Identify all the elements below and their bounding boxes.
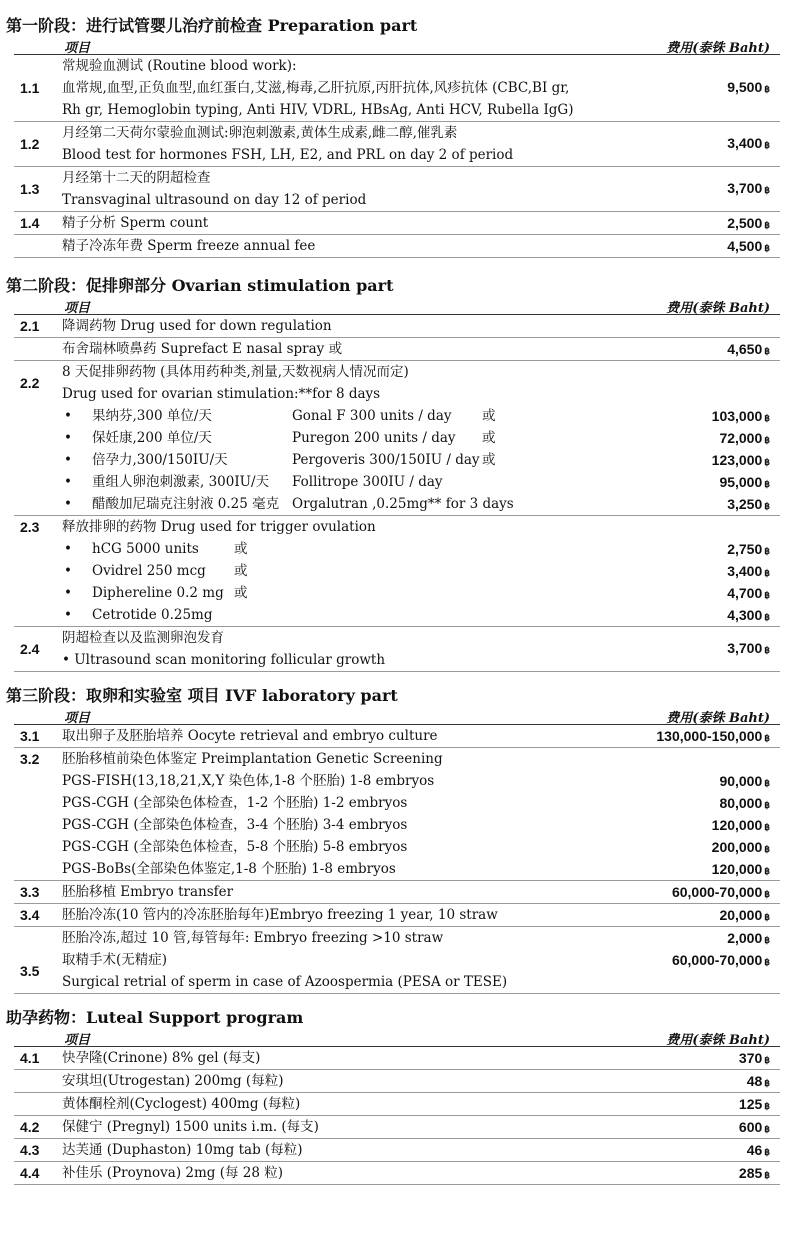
item-number: 1.3 xyxy=(20,181,40,197)
table-row xyxy=(14,627,780,672)
price-value xyxy=(712,858,770,882)
item-description xyxy=(14,315,780,337)
price-value xyxy=(727,637,770,661)
drug-name-chinese: 保妊康,200 单位/天 xyxy=(92,430,212,446)
item-description xyxy=(14,927,780,949)
price-value xyxy=(672,949,770,973)
price-value xyxy=(727,560,770,584)
bullet-icon: • xyxy=(64,408,72,424)
bullet-icon: • xyxy=(64,563,72,579)
price-amount: 2,750 xyxy=(727,541,763,557)
drug-name-english: hCG 5000 units xyxy=(92,541,199,557)
item-description xyxy=(14,770,780,792)
bullet-list-item xyxy=(14,560,780,582)
item-description xyxy=(14,836,780,858)
table-header xyxy=(14,1028,780,1047)
price-value xyxy=(727,132,770,156)
description-line: 月经第二天荷尔蒙验血测试:卵泡刺激素,黄体生成素,雌二醇,催乳素 xyxy=(62,125,458,141)
table-row xyxy=(14,315,780,338)
price-value xyxy=(727,582,770,606)
price-amount: 130,000-150,000 xyxy=(656,728,763,744)
description-line: 取出卵子及胚胎培养 Oocyte retrieval and embryo culture xyxy=(62,728,438,744)
bullet-icon: • xyxy=(64,474,72,490)
price-value xyxy=(656,725,770,749)
bullet-list-item xyxy=(14,449,780,471)
drug-name-english: Orgalutran ,0.25mg** for 3 days xyxy=(292,496,514,512)
item-description xyxy=(14,1093,780,1115)
description-line: 常规验血测试 (Routine blood work): xyxy=(62,58,297,74)
price-value xyxy=(727,338,770,362)
table-row xyxy=(14,881,780,904)
item-description xyxy=(14,792,780,814)
item-description xyxy=(14,858,780,880)
baht-symbol: ฿ xyxy=(764,1055,770,1065)
description-line: 释放排卵的药物 Drug used for trigger ovulation xyxy=(62,519,376,535)
drug-name-english: Pergoveris 300/150IU / day xyxy=(292,452,480,468)
baht-symbol: ฿ xyxy=(764,612,770,622)
description-line: 黄体酮栓剂(Cyclogest) 400mg (每粒) xyxy=(62,1096,301,1112)
baht-symbol: ฿ xyxy=(764,866,770,876)
description-line: Rh gr, Hemoglobin typing, Anti HIV, VDRL, HBsAg, Anti HCV, Rubella IgG) xyxy=(62,102,574,118)
price-amount: 370 xyxy=(738,1050,763,1066)
baht-symbol: ฿ xyxy=(764,185,770,195)
bullet-list-item xyxy=(14,493,780,516)
description-line: 胚胎冷冻,超过 10 管,每管每年: Embryo freezing >10 straw xyxy=(62,930,444,946)
bullet-list-item xyxy=(14,604,780,627)
or-label: 或 xyxy=(482,452,496,468)
description-line: PGS-CGH (全部染色体检查，5-8 个胚胎) 5-8 embryos xyxy=(62,839,408,855)
section-ovarian-stimulation xyxy=(0,276,802,672)
table-row xyxy=(14,1116,780,1139)
baht-symbol: ฿ xyxy=(764,935,770,945)
price-amount: 3,400 xyxy=(727,135,763,151)
baht-symbol: ฿ xyxy=(764,1078,770,1088)
item-description xyxy=(14,1047,780,1069)
drug-name-english: Puregon 200 units / day xyxy=(292,430,456,446)
item-description xyxy=(14,405,780,427)
item-description xyxy=(14,427,780,449)
table-header xyxy=(14,36,780,55)
baht-symbol: ฿ xyxy=(764,435,770,445)
price-value xyxy=(727,538,770,562)
section-title: 第一阶段：进行试管婴儿治疗前检查 Preparation part xyxy=(6,16,418,35)
price-amount: 3,250 xyxy=(727,496,763,512)
item-description xyxy=(14,582,780,604)
price-amount: 4,300 xyxy=(727,607,763,623)
description-line: 月经第十二天的阴超检查 xyxy=(62,170,211,186)
price-amount: 80,000 xyxy=(719,795,763,811)
header-item-label: 项目 xyxy=(64,301,91,316)
description-line: 胚胎移植前染色体鉴定 Preimplantation Genetic Screening xyxy=(62,751,443,767)
price-amount: 9,500 xyxy=(727,79,763,95)
price-value xyxy=(739,1116,770,1140)
price-amount: 60,000-70,000 xyxy=(671,952,763,968)
drug-name-chinese: 果纳芬,300 单位/天 xyxy=(92,408,212,424)
price-value xyxy=(727,927,770,951)
baht-symbol: ฿ xyxy=(764,590,770,600)
item-description xyxy=(14,55,780,121)
table-row xyxy=(14,792,780,814)
item-description xyxy=(14,904,780,926)
item-description xyxy=(14,167,780,211)
item-description xyxy=(14,1070,780,1092)
description-line: PGS-FISH(13,18,21,X,Y 染色体,1-8 个胚胎) 1-8 embryos xyxy=(62,773,435,789)
header-fee-label: 费用(泰铢 Baht) xyxy=(666,41,770,56)
item-number: 1.1 xyxy=(20,80,40,96)
drug-name-chinese: 倍孕力,300/150IU/天 xyxy=(92,452,228,468)
price-value xyxy=(712,836,770,860)
baht-symbol: ฿ xyxy=(764,346,770,356)
description-line: 精子冷冻年费 Sperm freeze annual fee xyxy=(62,238,316,254)
table-header xyxy=(14,296,780,315)
price-amount: 3,700 xyxy=(727,640,763,656)
bullet-list-item xyxy=(14,582,780,604)
table-row xyxy=(14,1070,780,1093)
description-line: 血常规,血型,正负血型,血红蛋白,艾滋,梅毒,乙肝抗原,丙肝抗体,风疹抗体 (CBC,BI gr, xyxy=(62,80,570,96)
drug-name-chinese: 醋酸加尼瑞克注射液 0.25 毫克 xyxy=(92,496,280,512)
table-row xyxy=(14,1162,780,1185)
or-label: 或 xyxy=(482,408,496,424)
baht-symbol: ฿ xyxy=(764,457,770,467)
item-number: 2.1 xyxy=(20,318,40,334)
item-number: 1.2 xyxy=(20,136,40,152)
price-value xyxy=(719,770,770,794)
description-line: 快孕隆(Crinone) 8% gel (每支) xyxy=(62,1050,261,1066)
bullet-icon: • xyxy=(64,607,72,623)
bullet-list-item xyxy=(14,471,780,493)
baht-symbol: ฿ xyxy=(764,822,770,832)
description-line: Transvaginal ultrasound on day 12 of period xyxy=(62,192,367,208)
baht-symbol: ฿ xyxy=(764,645,770,655)
item-description xyxy=(14,235,780,257)
table-row xyxy=(14,338,780,361)
item-description xyxy=(14,560,780,582)
section-title: 第三阶段：取卵和实验室 项目 IVF laboratory part xyxy=(6,686,398,705)
table-row xyxy=(14,55,780,122)
price-value xyxy=(727,604,770,628)
price-amount: 285 xyxy=(738,1165,763,1181)
description-line: 8 天促排卵药物 (具体用药种类,剂量,天数视病人情况而定) xyxy=(62,364,409,380)
price-value xyxy=(739,1093,770,1117)
baht-symbol: ฿ xyxy=(764,778,770,788)
description-line: 保健宁 (Pregnyl) 1500 units i.m. (每支) xyxy=(62,1119,319,1135)
drug-name-english: Follitrope 300IU / day xyxy=(292,474,443,490)
description-line: 布舍瑞林喷鼻药 Suprefact E nasal spray 或 xyxy=(62,341,343,357)
price-value xyxy=(712,405,770,429)
item-number: 2.3 xyxy=(20,519,40,535)
description-line: PGS-CGH (全部染色体检查，1-2 个胚胎) 1-2 embryos xyxy=(62,795,408,811)
price-amount: 60,000-70,000 xyxy=(671,884,763,900)
item-number: 3.4 xyxy=(20,907,40,923)
bullet-icon: • xyxy=(64,496,72,512)
price-value xyxy=(727,212,770,236)
item-description xyxy=(14,814,780,836)
section-title: 第二阶段：促排卵部分 Ovarian stimulation part xyxy=(6,276,394,295)
baht-symbol: ฿ xyxy=(764,568,770,578)
table-row xyxy=(14,1139,780,1162)
description-line: 达芙通 (Duphaston) 10mg tab (每粒) xyxy=(62,1142,303,1158)
item-description xyxy=(14,338,780,360)
table-row xyxy=(14,949,780,994)
baht-symbol: ฿ xyxy=(764,140,770,150)
price-value xyxy=(719,427,770,451)
price-amount: 2,500 xyxy=(727,215,763,231)
item-description xyxy=(14,493,780,515)
bullet-icon: • xyxy=(64,430,72,446)
item-description xyxy=(14,949,780,993)
item-description xyxy=(14,449,780,471)
price-value xyxy=(719,792,770,816)
baht-symbol: ฿ xyxy=(764,413,770,423)
item-description xyxy=(14,1162,780,1184)
price-value xyxy=(672,881,770,905)
price-amount: 123,000 xyxy=(711,452,763,468)
description-line: 精子分析 Sperm count xyxy=(62,215,209,231)
table-row xyxy=(14,1093,780,1116)
item-number: 2.2 xyxy=(20,375,40,391)
price-amount: 4,700 xyxy=(727,585,763,601)
table-row xyxy=(14,814,780,836)
item-number: 3.1 xyxy=(20,728,40,744)
table-row xyxy=(14,516,780,538)
section-ivf-laboratory xyxy=(0,686,802,994)
price-amount: 103,000 xyxy=(711,408,763,424)
baht-symbol: ฿ xyxy=(764,1147,770,1157)
bullet-list-item xyxy=(14,405,780,427)
or-label: 或 xyxy=(482,430,496,446)
description-line: 胚胎移植 Embryo transfer xyxy=(62,884,234,900)
table-row xyxy=(14,927,780,949)
table-row xyxy=(14,1047,780,1070)
baht-symbol: ฿ xyxy=(764,912,770,922)
table-row xyxy=(14,235,780,258)
description-line: 胚胎冷冻(10 管内的冷冻胚胎每年)Embryo freezing 1 year, 10 straw xyxy=(62,907,498,923)
section-luteal-support xyxy=(0,1008,802,1185)
baht-symbol: ฿ xyxy=(764,1124,770,1134)
price-value xyxy=(712,814,770,838)
item-number: 4.3 xyxy=(20,1142,40,1158)
price-value xyxy=(712,449,770,473)
table-row xyxy=(14,167,780,212)
price-amount: 3,400 xyxy=(727,563,763,579)
table-row xyxy=(14,748,780,770)
price-value xyxy=(727,235,770,259)
description-line: Blood test for hormones FSH, LH, E2, and PRL on day 2 of period xyxy=(62,147,514,163)
baht-symbol: ฿ xyxy=(764,800,770,810)
bullet-list-item xyxy=(14,427,780,449)
baht-symbol: ฿ xyxy=(764,1170,770,1180)
baht-symbol: ฿ xyxy=(764,733,770,743)
price-value xyxy=(747,1139,770,1163)
table-row xyxy=(14,904,780,927)
description-line: PGS-BoBs(全部染色体鉴定,1-8 个胚胎) 1-8 embryos xyxy=(62,861,396,877)
drug-name-chinese: 重组人卵泡刺激素, 300IU/天 xyxy=(92,474,270,490)
baht-symbol: ฿ xyxy=(764,84,770,94)
item-number: 3.2 xyxy=(20,751,40,767)
baht-symbol: ฿ xyxy=(764,957,770,967)
baht-symbol: ฿ xyxy=(764,844,770,854)
description-line: 安琪坦(Utrogestan) 200mg (每粒) xyxy=(62,1073,284,1089)
price-amount: 200,000 xyxy=(711,839,763,855)
baht-symbol: ฿ xyxy=(764,889,770,899)
header-item-label: 项目 xyxy=(64,711,91,726)
item-number: 4.1 xyxy=(20,1050,40,1066)
price-amount: 600 xyxy=(738,1119,763,1135)
drug-name-english: Diphereline 0.2 mg xyxy=(92,585,224,601)
item-description xyxy=(14,516,780,538)
price-amount: 48 xyxy=(746,1073,763,1089)
description-line: 降调药物 Drug used for down regulation xyxy=(62,318,332,334)
bullet-icon: • xyxy=(64,541,72,557)
header-fee-label: 费用(泰铢 Baht) xyxy=(666,711,770,726)
or-label: 或 xyxy=(234,541,248,557)
baht-symbol: ฿ xyxy=(764,501,770,511)
drug-name-english: Cetrotide 0.25mg xyxy=(92,607,213,623)
bullet-icon: • xyxy=(64,452,72,468)
drug-name-english: Ovidrel 250 mcg xyxy=(92,563,206,579)
or-label: 或 xyxy=(234,563,248,579)
price-value xyxy=(727,177,770,201)
baht-symbol: ฿ xyxy=(764,243,770,253)
price-amount: 125 xyxy=(738,1096,763,1112)
baht-symbol: ฿ xyxy=(764,220,770,230)
item-number: 3.5 xyxy=(20,963,40,979)
table-header xyxy=(14,706,780,725)
description-line: PGS-CGH (全部染色体检查，3-4 个胚胎) 3-4 embryos xyxy=(62,817,408,833)
description-line: Surgical retrial of sperm in case of Azoospermia (PESA or TESE) xyxy=(62,974,508,990)
or-label: 或 xyxy=(234,585,248,601)
item-description xyxy=(14,881,780,903)
table-row xyxy=(14,212,780,235)
description-line: 取精手术(无精症) xyxy=(62,952,168,968)
table-row xyxy=(14,858,780,881)
price-amount: 4,650 xyxy=(727,341,763,357)
item-description xyxy=(14,212,780,234)
description-line: Drug used for ovarian stimulation:**for 8 days xyxy=(62,386,381,402)
table-row xyxy=(14,361,780,405)
bullet-list-item xyxy=(14,538,780,560)
price-amount: 3,700 xyxy=(727,180,763,196)
price-amount: 120,000 xyxy=(711,861,763,877)
item-number: 4.4 xyxy=(20,1165,40,1181)
item-number: 4.2 xyxy=(20,1119,40,1135)
price-value xyxy=(739,1162,770,1186)
price-amount: 2,000 xyxy=(727,930,763,946)
description-line: • Ultrasound scan monitoring follicular growth xyxy=(62,652,386,668)
item-description xyxy=(14,604,780,626)
header-fee-label: 费用(泰铢 Baht) xyxy=(666,1033,770,1048)
price-amount: 95,000 xyxy=(719,474,763,490)
item-number: 1.4 xyxy=(20,215,40,231)
table-row xyxy=(14,122,780,167)
price-amount: 120,000 xyxy=(711,817,763,833)
item-description xyxy=(14,1116,780,1138)
item-description xyxy=(14,122,780,166)
section-title: 助孕药物：Luteal Support program xyxy=(6,1008,304,1027)
item-description xyxy=(14,471,780,493)
header-item-label: 项目 xyxy=(64,41,91,56)
price-value xyxy=(719,904,770,928)
baht-symbol: ฿ xyxy=(764,479,770,489)
item-description xyxy=(14,748,780,770)
section-preparation xyxy=(0,16,802,258)
item-description xyxy=(14,627,780,671)
price-value xyxy=(727,493,770,517)
description-line: 补佳乐 (Proynova) 2mg (每 28 粒) xyxy=(62,1165,284,1181)
table-row xyxy=(14,836,780,858)
item-number: 2.4 xyxy=(20,641,40,657)
item-description xyxy=(14,1139,780,1161)
drug-name-english: Gonal F 300 units / day xyxy=(292,408,452,424)
price-amount: 46 xyxy=(746,1142,763,1158)
baht-symbol: ฿ xyxy=(764,1101,770,1111)
item-number: 3.3 xyxy=(20,884,40,900)
price-value xyxy=(747,1070,770,1094)
price-value xyxy=(727,76,770,100)
price-value xyxy=(739,1047,770,1071)
description-line: 阴超检查以及监测卵泡发育 xyxy=(62,630,224,646)
item-description xyxy=(14,538,780,560)
price-value xyxy=(719,471,770,495)
price-amount: 20,000 xyxy=(719,907,763,923)
price-amount: 72,000 xyxy=(719,430,763,446)
header-item-label: 项目 xyxy=(64,1033,91,1048)
header-fee-label: 费用(泰铢 Baht) xyxy=(666,301,770,316)
price-amount: 90,000 xyxy=(719,773,763,789)
bullet-icon: • xyxy=(64,585,72,601)
table-row xyxy=(14,725,780,748)
item-description xyxy=(14,361,780,405)
baht-symbol: ฿ xyxy=(764,546,770,556)
table-row xyxy=(14,770,780,792)
price-amount: 4,500 xyxy=(727,238,763,254)
